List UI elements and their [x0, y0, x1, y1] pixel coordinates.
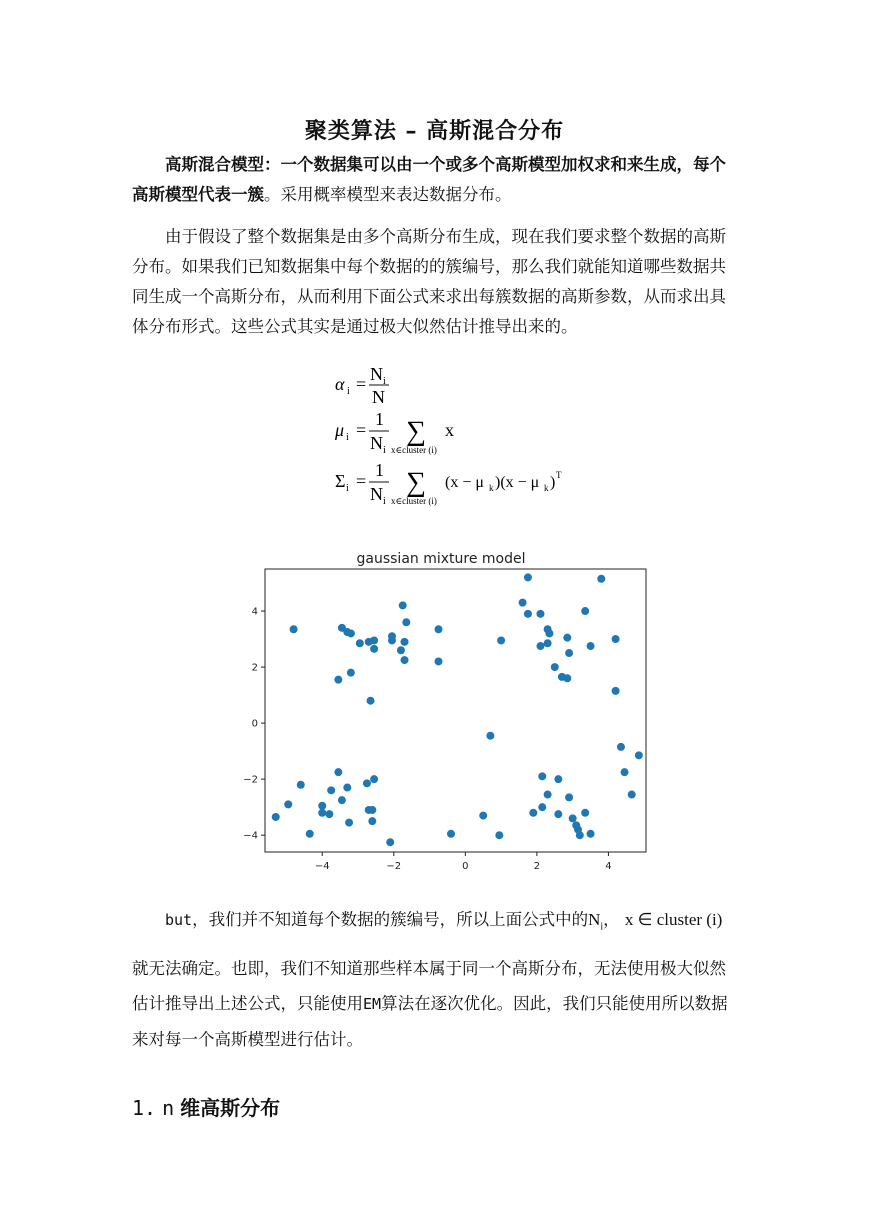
chart-points: [272, 573, 643, 846]
conclusion-text-1: 就无法确定。也即，我们不知道那些样本属于同一个高斯分布，无法使用极大似然估计推导出上述公式，只能使用: [132, 959, 726, 1013]
scatter-point: [401, 638, 409, 646]
scatter-point: [565, 649, 573, 657]
gmm-scatter-chart: [230, 545, 650, 880]
mu-one: 1: [375, 409, 384, 429]
mu-subscript: i: [346, 432, 349, 443]
y-tick-label: −4: [243, 830, 258, 842]
x-tick-label: 4: [605, 861, 612, 872]
scatter-point: [544, 639, 552, 647]
scatter-point: [327, 786, 335, 794]
scatter-point: [538, 803, 546, 811]
sigma-denominator-sub: i: [383, 496, 386, 507]
scatter-point: [347, 669, 355, 677]
scatter-point: [447, 830, 455, 838]
chart-axes: [243, 607, 611, 872]
scatter-point: [563, 634, 571, 642]
mu-x: x: [445, 420, 454, 440]
scatter-point: [345, 819, 353, 827]
scatter-point: [612, 635, 620, 643]
scatter-point: [435, 625, 443, 633]
scatter-point: [497, 636, 505, 644]
scatter-point: [524, 573, 532, 581]
section-heading: [132, 1092, 280, 1121]
document-title: 聚类算法 – 高斯混合分布: [304, 118, 565, 144]
alpha-numerator-sub: i: [383, 376, 386, 387]
scatter-point: [370, 645, 378, 653]
inline-x-in-cluster: x ∈ cluster (i): [624, 910, 723, 929]
scatter-point: [272, 813, 280, 821]
conclusion-text-2: 算法在逐次优化。因此，我们只能使用所以数据来对每一个高斯模型进行估计。: [132, 994, 728, 1049]
scatter-point: [343, 784, 351, 792]
x-tick-label: −2: [386, 861, 402, 872]
scatter-point: [554, 775, 562, 783]
gaussian-parameter-formulas: [333, 360, 593, 510]
x-tick-label: 2: [533, 861, 541, 872]
scatter-point: [621, 768, 629, 776]
scatter-point: [495, 831, 503, 839]
intro-paragraph: [132, 150, 732, 210]
chart-title: gaussian mixture model: [356, 551, 526, 567]
scatter-point: [370, 636, 378, 644]
scatter-point: [334, 676, 342, 684]
sigma-cov-open: (x − μ: [445, 474, 484, 491]
inline-Ni-sub: i: [600, 921, 604, 933]
scatter-point: [325, 810, 333, 818]
scatter-point: [356, 639, 364, 647]
scatter-point: [565, 793, 573, 801]
mu-denominator-N: N: [370, 433, 383, 453]
scatter-point: [569, 814, 577, 822]
scatter-point: [545, 629, 553, 637]
scatter-point: [486, 732, 494, 740]
scatter-point: [334, 768, 342, 776]
scatter-point: [479, 812, 487, 820]
scatter-point: [544, 791, 552, 799]
scatter-point: [338, 796, 346, 804]
sigma-subscript: i: [346, 483, 349, 494]
sigma-equals: =: [356, 471, 367, 491]
conclusion-paragraph: [132, 951, 732, 1057]
mu-symbol: μ: [335, 420, 345, 440]
intro-rest: 。采用概率模型来表达数据分布。: [264, 185, 512, 204]
y-tick-label: 4: [251, 606, 258, 618]
y-tick-label: 0: [251, 718, 258, 730]
section-n: n: [162, 1096, 175, 1120]
sigma-cov-k1: k: [489, 483, 494, 493]
sigma-denominator-N: N: [370, 484, 383, 504]
but-word: but: [165, 911, 193, 929]
scatter-point: [617, 743, 625, 751]
intro-bold-lead: 高斯混合模型：一个数据集可以由一个或多个高斯模型加权求和来生成，每个高斯模型代表一簇: [132, 155, 726, 204]
mu-formula: [334, 409, 454, 456]
section-title: 维高斯分布: [180, 1096, 281, 1120]
sigma-cov-close: ): [550, 474, 556, 491]
inline-separator: ，: [603, 910, 620, 929]
scatter-point: [612, 687, 620, 695]
scatter-point: [628, 791, 636, 799]
scatter-point: [318, 802, 326, 810]
inline-Ni: [588, 910, 604, 933]
alpha-symbol: α: [335, 374, 345, 394]
scatter-point: [386, 838, 394, 846]
scatter-point: [401, 656, 409, 664]
alpha-equals: =: [356, 374, 367, 394]
sigma-sum-range: x∈cluster (i): [391, 496, 437, 506]
mu-denominator-sub: i: [383, 445, 386, 456]
sigma-cov-k2: k: [544, 483, 549, 493]
scatter-point: [402, 618, 410, 626]
sigma-one: 1: [375, 460, 384, 480]
x-tick-label: −4: [314, 861, 330, 872]
scatter-point: [388, 636, 396, 644]
scatter-point: [597, 575, 605, 583]
alpha-subscript: i: [347, 386, 350, 397]
scatter-point: [576, 831, 584, 839]
mu-sum-sign: ∑: [406, 416, 426, 447]
y-tick-label: 2: [251, 662, 258, 674]
scatter-point: [554, 810, 562, 818]
scatter-point: [587, 642, 595, 650]
scatter-point: [538, 772, 546, 780]
scatter-point: [290, 625, 298, 633]
sigma-transpose: T: [556, 470, 562, 480]
scatter-point: [529, 809, 537, 817]
scatter-point: [368, 817, 376, 825]
scatter-point: [367, 697, 375, 705]
scatter-point: [587, 830, 595, 838]
scatter-point: [370, 775, 378, 783]
scatter-point: [368, 806, 376, 814]
scatter-point: [306, 830, 314, 838]
scatter-point: [581, 809, 589, 817]
scatter-point: [519, 599, 527, 607]
scatter-point: [399, 601, 407, 609]
scatter-point: [524, 610, 532, 618]
section-number: 1.: [132, 1096, 157, 1120]
assumption-paragraph: [132, 222, 732, 342]
sigma-formula: [335, 460, 562, 507]
sigma-symbol: Σ: [335, 471, 346, 491]
scatter-point: [551, 663, 559, 671]
sigma-sum-sign: ∑: [406, 467, 426, 498]
scatter-point: [635, 751, 643, 759]
x-tick-label: 0: [462, 861, 469, 872]
alpha-numerator-N: N: [370, 364, 383, 384]
scatter-point: [435, 657, 443, 665]
mu-sum-range: x∈cluster (i): [391, 445, 437, 455]
scatter-point: [563, 674, 571, 682]
scatter-point: [581, 607, 589, 615]
scatter-point: [318, 809, 326, 817]
scatter-point: [297, 781, 305, 789]
assumption-text: 由于假设了整个数据集是由多个高斯分布生成，现在我们要求整个数据的高斯分布。如果我们已知数据集中每个数据的的簇编号，那么我们就能知道哪些数据共同生成一个高斯分布，从而利用下面公式来求出每簇数据的高斯参数，从而求出具体分布形式。这些公式其实是通过极大似然估计推导出来的。: [132, 227, 726, 336]
mu-equals: =: [356, 420, 367, 440]
inline-Ni-N: N: [588, 910, 601, 929]
scatter-point: [347, 629, 355, 637]
but-paragraph: [132, 905, 732, 942]
y-tick-label: −2: [243, 774, 258, 786]
scatter-point: [536, 642, 544, 650]
sigma-cov-mid: )(x − μ: [495, 474, 540, 491]
scatter-point: [363, 779, 371, 787]
but-text: ，我们并不知道每个数据的簇编号，所以上面公式中的: [192, 910, 589, 929]
em-abbrev: EM: [363, 995, 382, 1013]
alpha-formula: [335, 364, 389, 407]
scatter-point: [284, 800, 292, 808]
alpha-denominator-N: N: [372, 387, 385, 407]
scatter-point: [536, 610, 544, 618]
scatter-point: [397, 646, 405, 654]
